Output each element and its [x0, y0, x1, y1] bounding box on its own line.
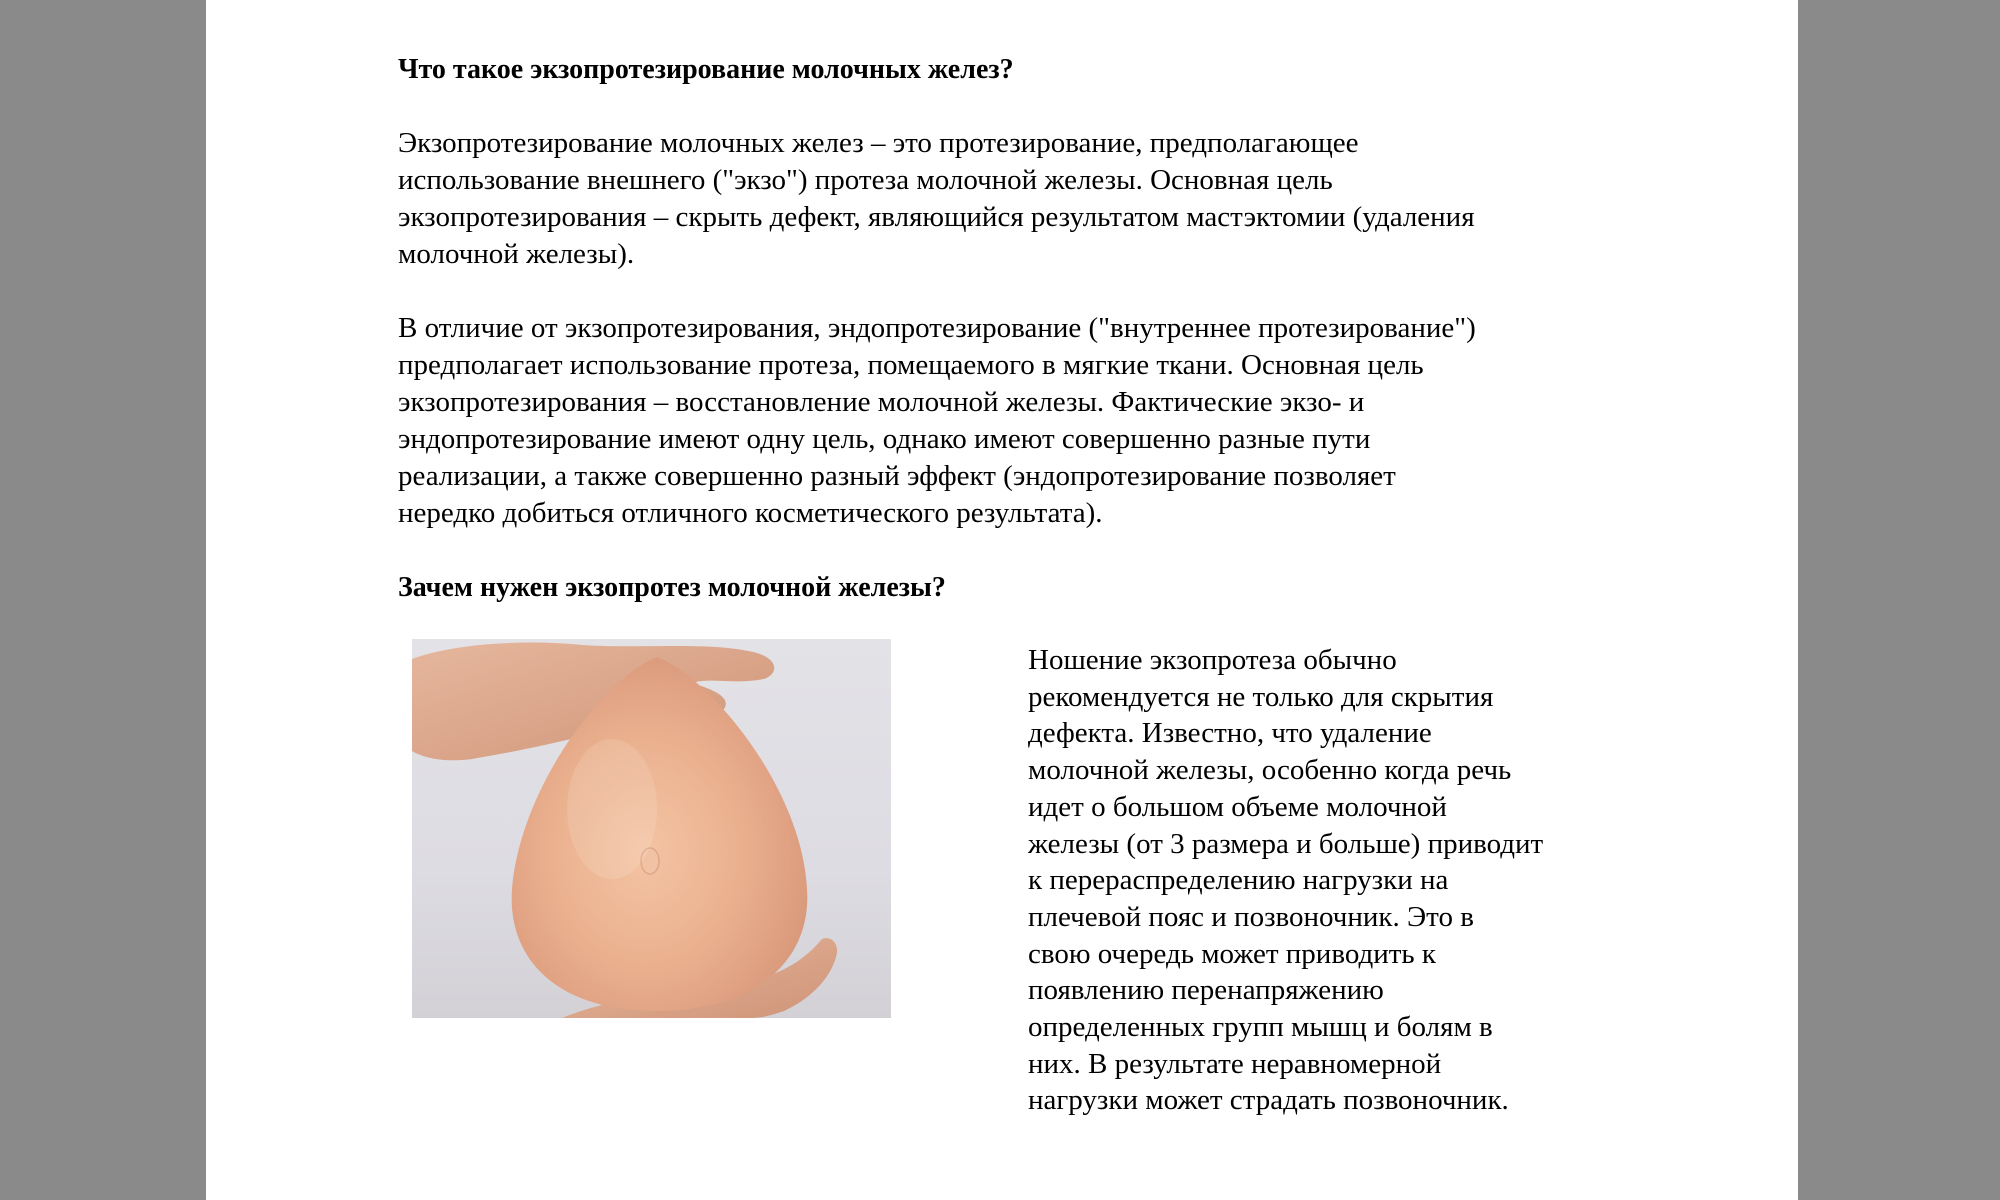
document-page — [206, 0, 1798, 1200]
text-line: Экзопротезирование молочных желез – это протезирование, предполагающее — [398, 127, 1359, 159]
text-line: реализации, а также совершенно разный эффект (эндопротезирование позволяет — [398, 460, 1396, 492]
text-line: молочной железы). — [398, 238, 635, 270]
text-line: идет о большом объеме молочной — [1028, 790, 1447, 823]
paragraph-comparison — [398, 310, 1476, 532]
heading-what-is-exoprosthetics: Что такое экзопротезирование молочных желез? — [398, 54, 1014, 85]
text-line: предполагает использование протеза, помещаемого в мягкие ткани. Основная цель — [398, 349, 1424, 381]
text-line: молочной железы, особенно когда речь — [1028, 754, 1512, 787]
paragraph-reasons — [1028, 642, 1543, 1119]
text-line: плечевой пояс и позвоночник. Это в — [1028, 900, 1474, 933]
text-line: использование внешнего ("экзо") протеза молочной железы. Основная цель — [398, 164, 1333, 196]
prosthesis-illustration — [412, 639, 891, 1018]
text-line: экзопротезирования – восстановление молочной железы. Фактические экзо- и — [398, 386, 1365, 418]
text-line: экзопротезирования – скрыть дефект, являющийся результатом мастэктомии (удаления — [398, 201, 1475, 233]
prosthesis-photo — [412, 639, 891, 1018]
text-line: В отличие от экзопротезирования, эндопротезирование ("внутреннее протезирование") — [398, 312, 1476, 344]
paragraph-definition — [398, 125, 1475, 273]
text-line: Ношение экзопротеза обычно — [1028, 644, 1397, 676]
text-line: эндопротезирование имеют одну цель, однако имеют совершенно разные пути — [398, 423, 1371, 455]
text-line: определенных групп мышц и болям в — [1028, 1011, 1493, 1044]
text-line: появлению перенапряжению — [1028, 974, 1384, 1007]
text-line: дефекта. Известно, что удаление — [1028, 717, 1432, 750]
text-line: свою очередь может приводить к — [1028, 937, 1436, 970]
text-line: них. В результате неравномерной — [1028, 1047, 1442, 1080]
text-line: нередко добиться отличного косметического результата). — [398, 497, 1103, 529]
text-line: нагрузки может страдать позвоночник. — [1028, 1084, 1509, 1117]
text-line: рекомендуется не только для скрытия — [1028, 680, 1494, 713]
heading-why-needed: Зачем нужен экзопротез молочной железы? — [398, 572, 946, 603]
text-line: железы (от 3 размера и больше) приводит — [1028, 827, 1544, 860]
text-line: к перераспределению нагрузки на — [1028, 864, 1449, 897]
